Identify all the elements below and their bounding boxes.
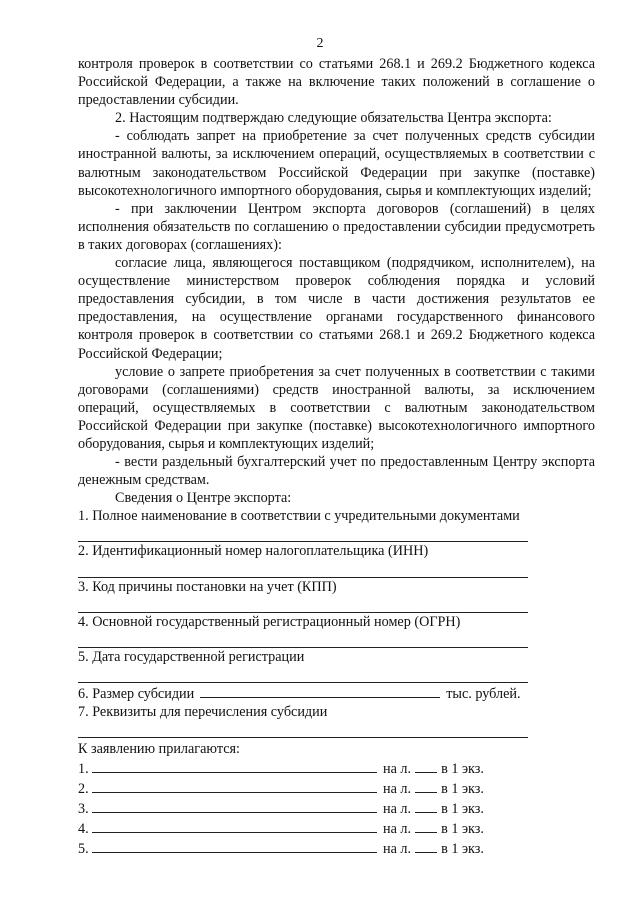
attachment-row xyxy=(78,838,595,858)
paragraph-contracts: - при заключении Центром экспорта договоров (соглашений) в целях исполнения обязательств по соглашению о предоставлении субсидии предусмотреть в таких договорах (соглашениях): xyxy=(78,200,595,253)
requisites-line[interactable] xyxy=(78,721,528,738)
attachment-pages-line[interactable] xyxy=(415,798,437,813)
field-full-name-line[interactable] xyxy=(78,525,528,542)
attachment-copies: в 1 экз. xyxy=(441,781,484,798)
attachment-copies: в 1 экз. xyxy=(441,841,484,858)
paragraph-currency-ban: - соблюдать запрет на приобретение за счет полученных средств субсидии иностранной валюты, за исключением операций, осуществляемых в соответствии с валютным законодательством Российской Федерации при закупке (поставке) высокотехнологичного импортного оборудования, сырья и комплектующих изделий; xyxy=(78,128,595,199)
requisites-label: 7. Реквизиты для перечисления субсидии xyxy=(78,703,328,720)
attachment-pages-label: на л. xyxy=(383,761,412,778)
field-ogrn-line[interactable] xyxy=(78,631,528,648)
attachment-name-line[interactable] xyxy=(92,818,377,833)
attachment-pages-line[interactable] xyxy=(415,778,437,793)
paragraph-continuation: контроля проверок в соответствии со статьями 268.1 и 269.2 Бюджетного кодекса Российской Федерации, а также на включение таких положений в соглашение о предоставлении субсидии. xyxy=(78,56,595,109)
attachment-number: 5. xyxy=(78,841,89,858)
attachment-row xyxy=(78,818,595,838)
field-registration-date-line[interactable] xyxy=(78,666,528,683)
field-kpp-line[interactable] xyxy=(78,596,528,613)
attachment-copies: в 1 экз. xyxy=(441,821,484,838)
attachment-row xyxy=(78,778,595,798)
attachment-number: 3. xyxy=(78,801,89,818)
attachment-pages-label: на л. xyxy=(383,821,412,838)
document-body xyxy=(78,55,595,858)
attachment-name-line[interactable] xyxy=(92,838,377,853)
paragraph-center-info: Сведения о Центре экспорта: xyxy=(115,490,292,507)
attachment-pages-line[interactable] xyxy=(415,758,437,773)
attachment-copies: в 1 экз. xyxy=(441,801,484,818)
attachment-pages-label: на л. xyxy=(383,801,412,818)
attachment-row xyxy=(78,758,595,778)
attachment-copies: в 1 экз. xyxy=(441,761,484,778)
page-number: 2 xyxy=(316,36,324,51)
subsidy-row xyxy=(78,683,595,703)
field-registration-date-label: 5. Дата государственной регистрации xyxy=(78,648,305,665)
attachment-pages-line[interactable] xyxy=(415,818,437,833)
subsidy-amount-line[interactable] xyxy=(200,683,440,698)
paragraph-consent: согласие лица, являющегося поставщиком (подрядчиком, исполнителем), на осуществление министерством проверок соблюдения порядка и условий предоставления субсидии, в том числе в части достижения результатов ее предоставления, на осуществление органами государственного финансового контроля проверок в соответствии со статьями 268.1 и 269.2 Бюджетного кодекса Российской Федерации; xyxy=(78,255,595,362)
field-inn-line[interactable] xyxy=(78,561,528,578)
attachment-row xyxy=(78,798,595,818)
paragraph-obligations-intro: 2. Настоящим подтверждаю следующие обязательства Центра экспорта: xyxy=(115,110,552,127)
attachment-number: 1. xyxy=(78,761,89,778)
attachments-heading: К заявлению прилагаются: xyxy=(78,741,240,757)
paragraph-condition: условие о запрете приобретения за счет полученных в соответствии с такими договорами (соглашениями) средств иностранной валюты, за исключением операций, осуществляемых в соответствии с валютным законодательством Российской Федерации при закупке (поставке) высокотехнологичного импортного оборудования, сырья и комплектующих изделий; xyxy=(78,363,595,452)
attachment-pages-label: на л. xyxy=(383,781,412,798)
attachment-name-line[interactable] xyxy=(92,798,377,813)
paragraph-accounting: - вести раздельный бухгалтерский учет по предоставленным Центру экспорта денежным средствам. xyxy=(78,454,595,489)
field-kpp-label: 3. Код причины постановки на учет (КПП) xyxy=(78,578,337,595)
attachment-pages-line[interactable] xyxy=(415,838,437,853)
field-full-name-label: 1. Полное наименование в соответствии с учредительными документами xyxy=(78,508,520,525)
field-ogrn-label: 4. Основной государственный регистрационный номер (ОГРН) xyxy=(78,613,461,630)
subsidy-label: 6. Размер субсидии xyxy=(78,685,195,702)
attachment-name-line[interactable] xyxy=(92,758,377,773)
attachment-number: 4. xyxy=(78,821,89,838)
subsidy-unit: тыс. рублей. xyxy=(446,685,521,702)
field-inn-label: 2. Идентификационный номер налогоплательщика (ИНН) xyxy=(78,543,429,560)
attachment-pages-label: на л. xyxy=(383,841,412,858)
attachment-name-line[interactable] xyxy=(92,778,377,793)
attachment-number: 2. xyxy=(78,781,89,798)
